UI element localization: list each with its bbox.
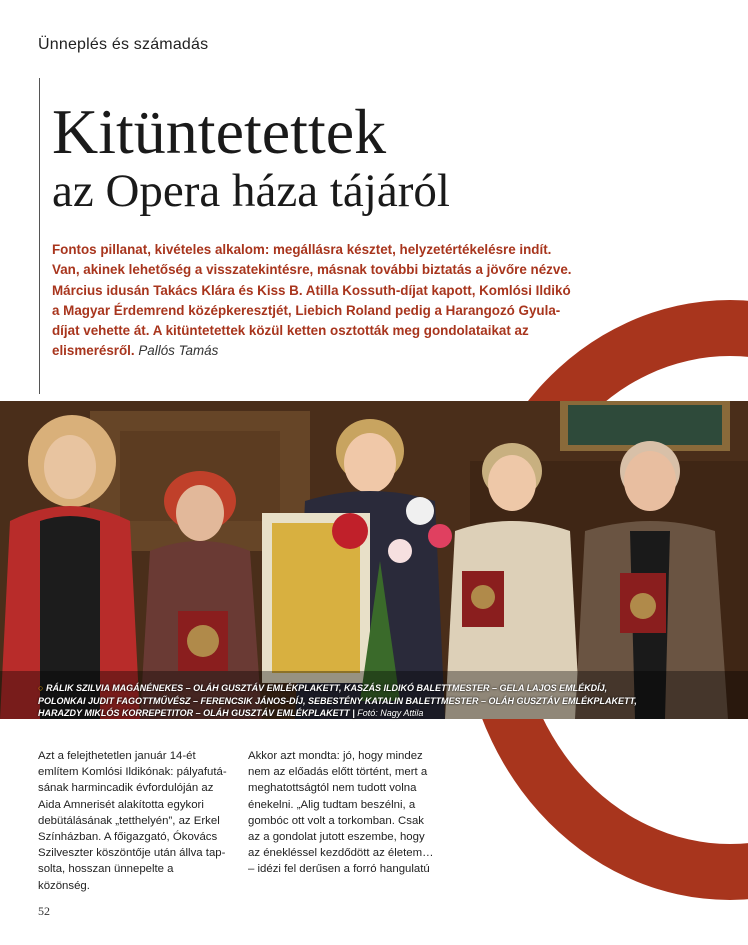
caption-text: RÁLIK SZILVIA MAGÁNÉNEKES – OLÁH GUSZTÁV EMLÉKPLAKETT, KASZÁS ILDIKÓ BALETTMESTER – GELA LAJOS EMLÉKDÍJ, POLONKAI JUDIT FAGOTTMŰVÉSZ – FERENCSIK JÁNOS-DÍJ, SEBESTÉNY KATALIN BALETTMESTER – OLÁH GUSZTÁV EMLÉKPLAKETT, HARAZDY MIKLÓS KORREPETITOR – OLÁH GUSZTÁV EMLÉKPLAKETT [38,683,637,719]
page-number: 52 [38,904,50,918]
vertical-rule [39,78,40,394]
group-photo-illustration [0,401,748,719]
lead-paragraph [52,240,572,362]
group-photo [0,401,748,719]
circle-bullet-icon: ○ [38,683,44,693]
caption-separator: | [352,708,358,719]
article-title-line-1: Kitüntetettek [52,96,387,167]
section-label: Ünneplés és számadás [38,36,209,53]
photo-caption [38,682,648,720]
body-column-1: Azt a felejthetetlen január 14-ét említem Komlósi Ildikónak: pályafutá-sának harmincadik évfordulóján az Aida Amnerisét alakította egykori debütálásának „tetthelyén”, az Erkel Színházban. A főigazgató, Ókovács Szilveszter köszöntője után állva tap-solta, hosszan ünnepelte a közönség. [38,750,227,892]
body-column-2: Akkor azt mondta: jó, hogy mindez nem az előadás előtt történt, mert a meghatottságtól nem tudott volna énekelni. „Alig tudtam beszélni, a gombóc ott volt a torkomban. Csak az a gondolat jutott eszembe, hogy az énekléssel kezdődött az életem… – idézi fel derűsen a forró hangulatú [248,750,434,876]
lead-text: Fontos pillanat, kivételes alkalom: megállásra késztet, helyzetértékelésre indít. Van, akinek lehetőség a visszatekintésre, másnak további biztatás a jövőre nézve. Március idusán Takács Klára és Kiss B. Atilla Kossuth-díjat kapott, Komlósi Ildikó a Magyar Érdemrend középkeresztjét, Liebich Roland pedig a Harangozó Gyula-díjat vehette át. A kitüntetettek közül ketten osztották meg gondolataikat az elismerésről. [52,242,572,359]
article-title-line-2: az Opera háza tájáról [52,165,450,217]
author-name: Pallós Tamás [138,343,219,359]
photo-credit: Fotó: Nagy Attila [357,708,424,719]
